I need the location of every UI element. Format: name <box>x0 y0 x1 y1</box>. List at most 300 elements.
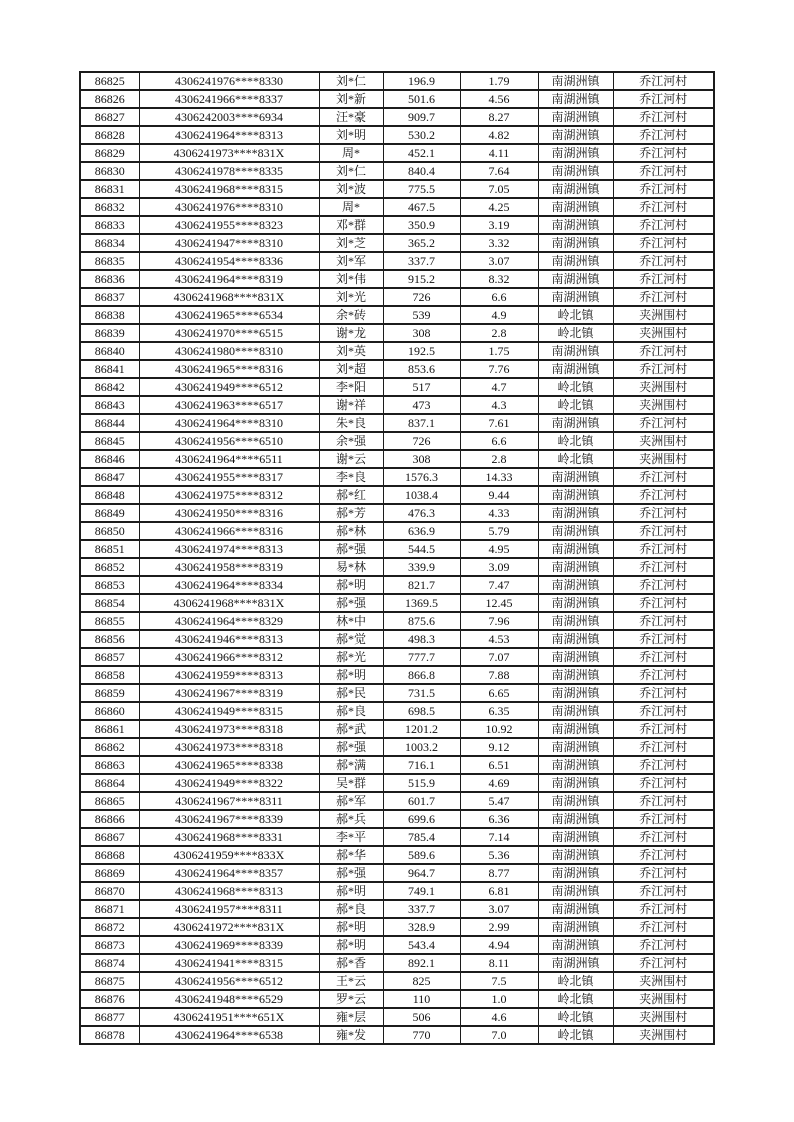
cell-id-number: 4306241967****8311 <box>139 792 319 810</box>
cell-serial-number: 86857 <box>80 648 139 666</box>
cell-serial-number: 86878 <box>80 1026 139 1044</box>
table-row <box>80 810 714 828</box>
cell-town: 南湖洲镇 <box>538 198 613 216</box>
cell-name: 周* <box>319 144 383 162</box>
cell-rate: 4.82 <box>460 126 538 144</box>
cell-village: 乔江河村 <box>613 252 714 270</box>
cell-village: 乔江河村 <box>613 522 714 540</box>
cell-name: 吴*群 <box>319 774 383 792</box>
cell-village: 乔江河村 <box>613 90 714 108</box>
cell-rate: 1.79 <box>460 72 538 90</box>
cell-town: 岭北镇 <box>538 450 613 468</box>
cell-town: 岭北镇 <box>538 1026 613 1044</box>
cell-amount: 785.4 <box>383 828 460 846</box>
cell-village: 乔江河村 <box>613 720 714 738</box>
cell-name: 刘*光 <box>319 288 383 306</box>
cell-serial-number: 86849 <box>80 504 139 522</box>
cell-town: 南湖洲镇 <box>538 270 613 288</box>
cell-town: 南湖洲镇 <box>538 252 613 270</box>
table-row <box>80 936 714 954</box>
table-row <box>80 594 714 612</box>
cell-name: 王*云 <box>319 972 383 990</box>
table-row <box>80 918 714 936</box>
cell-amount: 543.4 <box>383 936 460 954</box>
cell-serial-number: 86852 <box>80 558 139 576</box>
cell-town: 南湖洲镇 <box>538 612 613 630</box>
table-row <box>80 342 714 360</box>
cell-rate: 4.3 <box>460 396 538 414</box>
cell-town: 岭北镇 <box>538 990 613 1008</box>
cell-village: 乔江河村 <box>613 846 714 864</box>
cell-serial-number: 86877 <box>80 1008 139 1026</box>
table-row <box>80 1008 714 1026</box>
cell-amount: 1003.2 <box>383 738 460 756</box>
cell-town: 南湖洲镇 <box>538 666 613 684</box>
cell-rate: 2.99 <box>460 918 538 936</box>
cell-serial-number: 86830 <box>80 162 139 180</box>
cell-serial-number: 86853 <box>80 576 139 594</box>
cell-id-number: 4306241968****831X <box>139 288 319 306</box>
table-row <box>80 504 714 522</box>
cell-amount: 498.3 <box>383 630 460 648</box>
table-row <box>80 756 714 774</box>
cell-amount: 517 <box>383 378 460 396</box>
cell-name: 余*砖 <box>319 306 383 324</box>
cell-serial-number: 86826 <box>80 90 139 108</box>
cell-name: 郝*兵 <box>319 810 383 828</box>
table-row <box>80 540 714 558</box>
cell-id-number: 4306241963****6517 <box>139 396 319 414</box>
cell-amount: 915.2 <box>383 270 460 288</box>
cell-amount: 731.5 <box>383 684 460 702</box>
cell-rate: 9.44 <box>460 486 538 504</box>
table-row <box>80 468 714 486</box>
cell-name: 郝*华 <box>319 846 383 864</box>
cell-name: 郝*民 <box>319 684 383 702</box>
cell-rate: 6.81 <box>460 882 538 900</box>
cell-name: 郝*芳 <box>319 504 383 522</box>
cell-rate: 8.27 <box>460 108 538 126</box>
table-row <box>80 558 714 576</box>
cell-name: 谢*龙 <box>319 324 383 342</box>
cell-id-number: 4306241951****651X <box>139 1008 319 1026</box>
cell-town: 岭北镇 <box>538 972 613 990</box>
cell-serial-number: 86860 <box>80 702 139 720</box>
cell-rate: 6.51 <box>460 756 538 774</box>
cell-amount: 1201.2 <box>383 720 460 738</box>
cell-rate: 7.76 <box>460 360 538 378</box>
cell-name: 李*良 <box>319 468 383 486</box>
cell-village: 乔江河村 <box>613 810 714 828</box>
cell-serial-number: 86845 <box>80 432 139 450</box>
cell-amount: 909.7 <box>383 108 460 126</box>
cell-id-number: 4306241964****8357 <box>139 864 319 882</box>
cell-id-number: 4306241947****8310 <box>139 234 319 252</box>
cell-amount: 452.1 <box>383 144 460 162</box>
table-row <box>80 774 714 792</box>
table-row <box>80 234 714 252</box>
cell-serial-number: 86829 <box>80 144 139 162</box>
cell-serial-number: 86859 <box>80 684 139 702</box>
cell-id-number: 4306241949****8322 <box>139 774 319 792</box>
cell-serial-number: 86836 <box>80 270 139 288</box>
cell-name: 郝*觉 <box>319 630 383 648</box>
table-row <box>80 144 714 162</box>
cell-amount: 473 <box>383 396 460 414</box>
cell-serial-number: 86868 <box>80 846 139 864</box>
cell-village: 夹洲围村 <box>613 378 714 396</box>
cell-name: 刘*仁 <box>319 72 383 90</box>
cell-town: 南湖洲镇 <box>538 702 613 720</box>
cell-rate: 14.33 <box>460 468 538 486</box>
table-row <box>80 972 714 990</box>
cell-id-number: 4306241975****8312 <box>139 486 319 504</box>
cell-rate: 8.32 <box>460 270 538 288</box>
cell-name: 谢*祥 <box>319 396 383 414</box>
cell-id-number: 4306241966****8316 <box>139 522 319 540</box>
cell-serial-number: 86875 <box>80 972 139 990</box>
cell-rate: 1.75 <box>460 342 538 360</box>
cell-town: 南湖洲镇 <box>538 756 613 774</box>
cell-village: 乔江河村 <box>613 108 714 126</box>
cell-id-number: 4306241973****8318 <box>139 738 319 756</box>
cell-rate: 3.32 <box>460 234 538 252</box>
cell-id-number: 4306241968****8313 <box>139 882 319 900</box>
cell-id-number: 4306241955****8317 <box>139 468 319 486</box>
cell-name: 林*中 <box>319 612 383 630</box>
cell-name: 郝*红 <box>319 486 383 504</box>
cell-serial-number: 86873 <box>80 936 139 954</box>
cell-village: 夹洲围村 <box>613 1026 714 1044</box>
cell-amount: 1038.4 <box>383 486 460 504</box>
cell-town: 南湖洲镇 <box>538 162 613 180</box>
cell-serial-number: 86854 <box>80 594 139 612</box>
cell-id-number: 4306241969****8339 <box>139 936 319 954</box>
table-row <box>80 198 714 216</box>
cell-serial-number: 86834 <box>80 234 139 252</box>
cell-rate: 7.14 <box>460 828 538 846</box>
cell-name: 刘*超 <box>319 360 383 378</box>
cell-town: 南湖洲镇 <box>538 792 613 810</box>
cell-town: 南湖洲镇 <box>538 720 613 738</box>
cell-village: 夹洲围村 <box>613 396 714 414</box>
table-row <box>80 306 714 324</box>
cell-serial-number: 86839 <box>80 324 139 342</box>
cell-amount: 726 <box>383 432 460 450</box>
table-row <box>80 792 714 810</box>
cell-id-number: 4306241946****8313 <box>139 630 319 648</box>
cell-name: 刘*芝 <box>319 234 383 252</box>
cell-town: 岭北镇 <box>538 378 613 396</box>
cell-amount: 749.1 <box>383 882 460 900</box>
table-row <box>80 396 714 414</box>
cell-town: 南湖洲镇 <box>538 594 613 612</box>
table-row <box>80 738 714 756</box>
cell-town: 南湖洲镇 <box>538 774 613 792</box>
cell-village: 乔江河村 <box>613 702 714 720</box>
cell-amount: 726 <box>383 288 460 306</box>
cell-town: 南湖洲镇 <box>538 828 613 846</box>
cell-amount: 964.7 <box>383 864 460 882</box>
cell-town: 岭北镇 <box>538 396 613 414</box>
cell-village: 乔江河村 <box>613 144 714 162</box>
table-row <box>80 720 714 738</box>
cell-village: 乔江河村 <box>613 648 714 666</box>
cell-id-number: 4306241976****8310 <box>139 198 319 216</box>
cell-village: 乔江河村 <box>613 558 714 576</box>
cell-town: 南湖洲镇 <box>538 936 613 954</box>
cell-amount: 875.6 <box>383 612 460 630</box>
cell-town: 南湖洲镇 <box>538 180 613 198</box>
cell-village: 乔江河村 <box>613 198 714 216</box>
cell-name: 李*平 <box>319 828 383 846</box>
cell-serial-number: 86863 <box>80 756 139 774</box>
cell-name: 刘*伟 <box>319 270 383 288</box>
cell-amount: 544.5 <box>383 540 460 558</box>
cell-town: 岭北镇 <box>538 324 613 342</box>
cell-name: 雍*发 <box>319 1026 383 1044</box>
cell-id-number: 4306241964****8319 <box>139 270 319 288</box>
cell-town: 南湖洲镇 <box>538 900 613 918</box>
cell-amount: 515.9 <box>383 774 460 792</box>
table-row <box>80 648 714 666</box>
cell-town: 南湖洲镇 <box>538 540 613 558</box>
cell-village: 夹洲围村 <box>613 972 714 990</box>
cell-amount: 192.5 <box>383 342 460 360</box>
cell-serial-number: 86874 <box>80 954 139 972</box>
cell-id-number: 4306241941****8315 <box>139 954 319 972</box>
cell-amount: 821.7 <box>383 576 460 594</box>
cell-serial-number: 86841 <box>80 360 139 378</box>
cell-serial-number: 86851 <box>80 540 139 558</box>
cell-name: 郝*明 <box>319 882 383 900</box>
cell-amount: 350.9 <box>383 216 460 234</box>
cell-serial-number: 86835 <box>80 252 139 270</box>
cell-village: 乔江河村 <box>613 234 714 252</box>
cell-name: 郝*明 <box>319 576 383 594</box>
cell-amount: 501.6 <box>383 90 460 108</box>
cell-rate: 7.47 <box>460 576 538 594</box>
cell-village: 乔江河村 <box>613 126 714 144</box>
cell-id-number: 4306241948****6529 <box>139 990 319 1008</box>
cell-name: 余*强 <box>319 432 383 450</box>
cell-village: 乔江河村 <box>613 72 714 90</box>
cell-town: 南湖洲镇 <box>538 882 613 900</box>
cell-serial-number: 86837 <box>80 288 139 306</box>
cell-rate: 3.07 <box>460 900 538 918</box>
cell-serial-number: 86828 <box>80 126 139 144</box>
cell-town: 南湖洲镇 <box>538 234 613 252</box>
cell-amount: 892.1 <box>383 954 460 972</box>
cell-serial-number: 86843 <box>80 396 139 414</box>
cell-name: 刘*明 <box>319 126 383 144</box>
cell-serial-number: 86850 <box>80 522 139 540</box>
cell-village: 乔江河村 <box>613 936 714 954</box>
table-row <box>80 900 714 918</box>
table-row <box>80 684 714 702</box>
cell-name: 郝*香 <box>319 954 383 972</box>
cell-village: 乔江河村 <box>613 216 714 234</box>
table-row <box>80 72 714 90</box>
cell-town: 南湖洲镇 <box>538 144 613 162</box>
cell-amount: 365.2 <box>383 234 460 252</box>
cell-id-number: 4306241973****831X <box>139 144 319 162</box>
cell-id-number: 4306241955****8323 <box>139 216 319 234</box>
cell-rate: 5.79 <box>460 522 538 540</box>
cell-id-number: 4306241956****6512 <box>139 972 319 990</box>
cell-amount: 840.4 <box>383 162 460 180</box>
cell-town: 南湖洲镇 <box>538 738 613 756</box>
cell-village: 乔江河村 <box>613 756 714 774</box>
table-row <box>80 216 714 234</box>
cell-town: 南湖洲镇 <box>538 288 613 306</box>
cell-town: 南湖洲镇 <box>538 72 613 90</box>
cell-name: 郝*军 <box>319 792 383 810</box>
cell-rate: 1.0 <box>460 990 538 1008</box>
cell-rate: 5.47 <box>460 792 538 810</box>
cell-village: 乔江河村 <box>613 468 714 486</box>
table-body <box>80 72 714 1044</box>
cell-amount: 699.6 <box>383 810 460 828</box>
table-row <box>80 954 714 972</box>
cell-serial-number: 86872 <box>80 918 139 936</box>
cell-rate: 3.09 <box>460 558 538 576</box>
cell-amount: 530.2 <box>383 126 460 144</box>
cell-serial-number: 86827 <box>80 108 139 126</box>
cell-name: 罗*云 <box>319 990 383 1008</box>
table-row <box>80 450 714 468</box>
cell-town: 南湖洲镇 <box>538 90 613 108</box>
cell-amount: 196.9 <box>383 72 460 90</box>
cell-village: 夹洲围村 <box>613 306 714 324</box>
cell-name: 雍*层 <box>319 1008 383 1026</box>
cell-serial-number: 86844 <box>80 414 139 432</box>
cell-rate: 7.96 <box>460 612 538 630</box>
table-row <box>80 990 714 1008</box>
cell-id-number: 4306241966****8312 <box>139 648 319 666</box>
cell-rate: 4.53 <box>460 630 538 648</box>
table-row <box>80 828 714 846</box>
cell-town: 南湖洲镇 <box>538 630 613 648</box>
table-row <box>80 630 714 648</box>
cell-rate: 7.64 <box>460 162 538 180</box>
cell-town: 南湖洲镇 <box>538 504 613 522</box>
cell-serial-number: 86840 <box>80 342 139 360</box>
cell-rate: 8.11 <box>460 954 538 972</box>
cell-rate: 4.6 <box>460 1008 538 1026</box>
cell-amount: 770 <box>383 1026 460 1044</box>
cell-id-number: 4306241973****8318 <box>139 720 319 738</box>
cell-serial-number: 86855 <box>80 612 139 630</box>
cell-amount: 337.7 <box>383 252 460 270</box>
cell-amount: 328.9 <box>383 918 460 936</box>
cell-village: 乔江河村 <box>613 918 714 936</box>
cell-name: 郝*明 <box>319 666 383 684</box>
cell-serial-number: 86864 <box>80 774 139 792</box>
table-row <box>80 414 714 432</box>
cell-rate: 6.65 <box>460 684 538 702</box>
cell-town: 南湖洲镇 <box>538 342 613 360</box>
cell-id-number: 4306241949****8315 <box>139 702 319 720</box>
cell-id-number: 4306241964****8329 <box>139 612 319 630</box>
cell-rate: 6.6 <box>460 432 538 450</box>
cell-town: 南湖洲镇 <box>538 108 613 126</box>
cell-amount: 837.1 <box>383 414 460 432</box>
cell-village: 乔江河村 <box>613 774 714 792</box>
cell-rate: 4.95 <box>460 540 538 558</box>
cell-village: 乔江河村 <box>613 666 714 684</box>
cell-village: 乔江河村 <box>613 576 714 594</box>
cell-name: 汪*豪 <box>319 108 383 126</box>
cell-village: 乔江河村 <box>613 180 714 198</box>
cell-id-number: 4306241964****8310 <box>139 414 319 432</box>
cell-id-number: 4306241957****8311 <box>139 900 319 918</box>
cell-rate: 2.8 <box>460 324 538 342</box>
cell-village: 夹洲围村 <box>613 1008 714 1026</box>
cell-serial-number: 86871 <box>80 900 139 918</box>
cell-name: 李*阳 <box>319 378 383 396</box>
table-row <box>80 1026 714 1044</box>
cell-serial-number: 86846 <box>80 450 139 468</box>
cell-rate: 7.05 <box>460 180 538 198</box>
cell-serial-number: 86876 <box>80 990 139 1008</box>
cell-id-number: 4306241968****831X <box>139 594 319 612</box>
cell-name: 郝*强 <box>319 540 383 558</box>
cell-serial-number: 86862 <box>80 738 139 756</box>
cell-village: 乔江河村 <box>613 162 714 180</box>
cell-serial-number: 86856 <box>80 630 139 648</box>
cell-name: 郝*林 <box>319 522 383 540</box>
cell-town: 南湖洲镇 <box>538 864 613 882</box>
table-row <box>80 90 714 108</box>
cell-town: 南湖洲镇 <box>538 846 613 864</box>
cell-id-number: 4306241954****8336 <box>139 252 319 270</box>
cell-serial-number: 86848 <box>80 486 139 504</box>
cell-amount: 601.7 <box>383 792 460 810</box>
cell-village: 乔江河村 <box>613 360 714 378</box>
cell-amount: 716.1 <box>383 756 460 774</box>
cell-id-number: 4306241974****8313 <box>139 540 319 558</box>
cell-id-number: 4306241966****8337 <box>139 90 319 108</box>
cell-serial-number: 86825 <box>80 72 139 90</box>
cell-village: 乔江河村 <box>613 504 714 522</box>
cell-id-number: 4306241964****6511 <box>139 450 319 468</box>
cell-id-number: 4306241965****8316 <box>139 360 319 378</box>
cell-town: 南湖洲镇 <box>538 576 613 594</box>
table-row <box>80 522 714 540</box>
cell-village: 乔江河村 <box>613 882 714 900</box>
cell-id-number: 4306241950****8316 <box>139 504 319 522</box>
table-row <box>80 486 714 504</box>
cell-name: 郝*良 <box>319 900 383 918</box>
cell-name: 周* <box>319 198 383 216</box>
table-row <box>80 702 714 720</box>
cell-amount: 636.9 <box>383 522 460 540</box>
cell-name: 郝*强 <box>319 738 383 756</box>
cell-serial-number: 86831 <box>80 180 139 198</box>
cell-id-number: 4306241972****831X <box>139 918 319 936</box>
cell-village: 夹洲围村 <box>613 432 714 450</box>
cell-serial-number: 86832 <box>80 198 139 216</box>
cell-amount: 339.9 <box>383 558 460 576</box>
cell-serial-number: 86869 <box>80 864 139 882</box>
cell-amount: 308 <box>383 324 460 342</box>
cell-town: 南湖洲镇 <box>538 648 613 666</box>
cell-rate: 4.25 <box>460 198 538 216</box>
cell-serial-number: 86870 <box>80 882 139 900</box>
cell-village: 乔江河村 <box>613 864 714 882</box>
cell-amount: 775.5 <box>383 180 460 198</box>
